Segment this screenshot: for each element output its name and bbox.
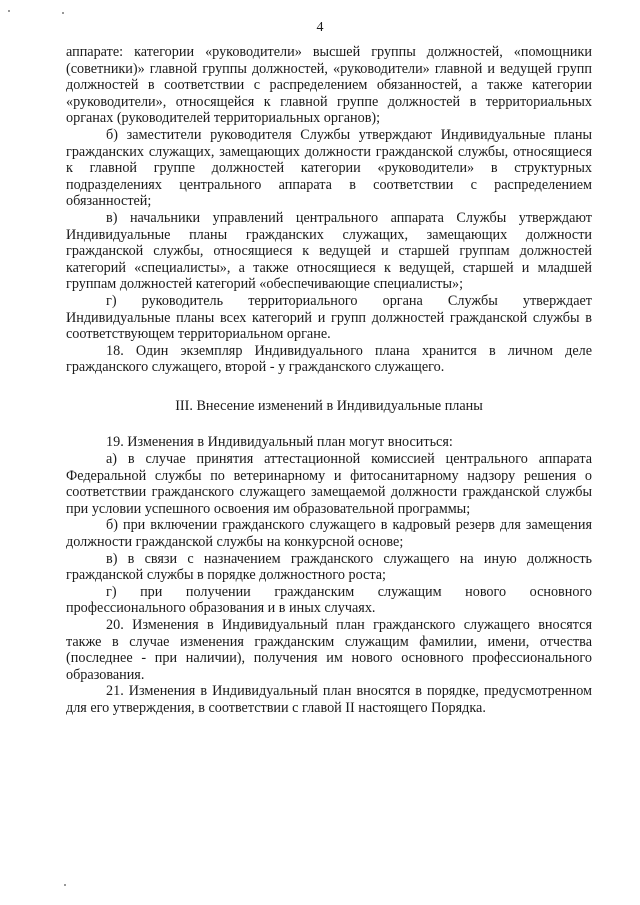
paragraph-item-g: г) руководитель территориального органа Службы утверждает Индивидуальные планы всех категорий и групп должностей гражданской службы в соответствующем территориальном органе. [66, 292, 592, 343]
scan-speck [8, 10, 10, 12]
scan-speck [62, 12, 64, 14]
paragraph-continuation: аппарате: категории «руководители» высшей группы должностей, «помощники (советники)» главной группы должностей, «руководители» главной и ведущей групп должностей в соответствии с распределением обязанностей, а также категории «руководители», относящейся к главной группе должностей в территориальных органах (руководителей территориальных органов); [66, 44, 592, 127]
page-number: 4 [316, 20, 324, 35]
paragraph-19-v: в) в связи с назначением гражданского служащего на иную должность гражданской службы в порядке должностного роста; [66, 550, 592, 584]
paragraph-19-a: а) в случае принятия аттестационной комиссией центрального аппарата Федеральной службы по ветеринарному и фитосанитарному надзору решения о соответствии гражданского служащего замещаемой должности гражданской службы при условии успешного освоения им образовательной программы; [66, 451, 592, 517]
paragraph-item-v: в) начальники управлений центрального аппарата Службы утверждают Индивидуальные планы гражданских служащих, замещающих должности гражданской службы, относящиеся к ведущей и старшей группам должностей категорий «специалисты», а также относящиеся к ведущей, старшей и младшей группам должностей категорий «обеспечивающие специалисты»; [66, 209, 592, 293]
scan-speck [64, 884, 66, 886]
paragraph-18: 18. Один экземпляр Индивидуального плана хранится в личном деле гражданского служащего, второй - у гражданского служащего. [66, 342, 592, 376]
document-body [66, 44, 592, 717]
paragraph-19-g: г) при получении гражданским служащим нового основного профессионального образования и в иных случаях. [66, 583, 592, 617]
paragraph-19: 19. Изменения в Индивидуальный план могут вноситься: [106, 434, 453, 451]
paragraph-item-b: б) заместители руководителя Службы утверждают Индивидуальные планы гражданских служащих, замещающих должности гражданской службы, относящиеся к главной группе должностей категории «руководители» в структурных подразделениях центрального аппарата в соответствии с распределением обязанностей; [66, 126, 592, 210]
section-heading: III. Внесение изменений в Индивидуальные планы [175, 397, 483, 414]
paragraph-20: 20. Изменения в Индивидуальный план гражданского служащего вносятся также в случае изменения гражданским служащим фамилии, имени, отчества (последнее - при наличии), получения им нового основного профессионального образования. [66, 617, 592, 683]
paragraph-19-b: б) при включении гражданского служащего в кадровый резерв для замещения должности гражданской службы на конкурсной основе; [66, 517, 592, 551]
paragraph-21: 21. Изменения в Индивидуальный план вносятся в порядке, предусмотренном для его утверждения, в соответствии с главой II настоящего Порядка. [66, 683, 592, 716]
